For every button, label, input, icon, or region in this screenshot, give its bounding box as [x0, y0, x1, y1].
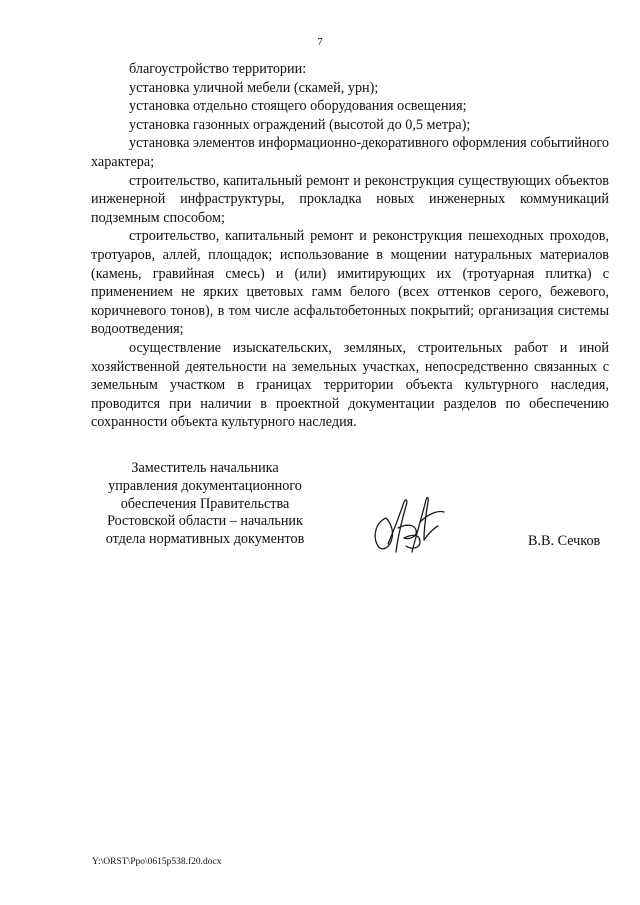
signatory-position-line: Заместитель начальника [131, 460, 279, 476]
paragraph: строительство, капитальный ремонт и реконструкция существующих объектов инженерной инфраструктуры, прокладка новых инженерных коммуникаций подземным способом; [91, 172, 609, 226]
paragraph: установка отдельно стоящего оборудования освещения; [129, 98, 467, 115]
paragraph: установка элементов информационно-декоративного оформления событийного характера; [91, 135, 609, 170]
paragraph: установка уличной мебели (скамей, урн); [129, 79, 379, 96]
paragraph: установка газонных ограждений (высотой до 0,5 метра); [129, 116, 471, 133]
body-text [91, 60, 609, 432]
signatory-position-line: отдела нормативных документов [105, 531, 305, 548]
file-path: Y:\ORST\Ppo\0615p538.f20.docx [92, 857, 222, 867]
page-number: 7 [317, 36, 323, 48]
signatory-position-line: обеспечения Правительства [120, 495, 290, 512]
handwritten-signature [368, 488, 448, 560]
paragraph: строительство, капитальный ремонт и реконструкция пешеходных проходов, тротуаров, аллей, площадок; использование в мощении натуральных материалов (камень, гравийная смесь) и (или) имитирующих их (тротуарная плитка) с применением не ярких цветовых гамм белого (всех оттенков серого, бежевого, коричневого тонов), в том числе асфальтобетонных покрытий; организация системы водоотведения; [91, 228, 609, 338]
paragraph: благоустройство территории: [129, 61, 307, 77]
signatory-position-line: Ростовской области – начальник [107, 513, 303, 530]
signatory-position-line: управления документационного [108, 477, 302, 494]
paragraph: осуществление изыскательских, земляных, строительных работ и иной хозяйственной деятельности на земельных участках, непосредственно связанных с земельным участком в границах территории объекта культурного наследия, проводится при наличии в проектной документации разделов по обеспечению сохранности объекта культурного наследия. [91, 339, 609, 431]
signatory-position [84, 460, 326, 549]
signer-name: В.В. Сечков [528, 533, 601, 549]
